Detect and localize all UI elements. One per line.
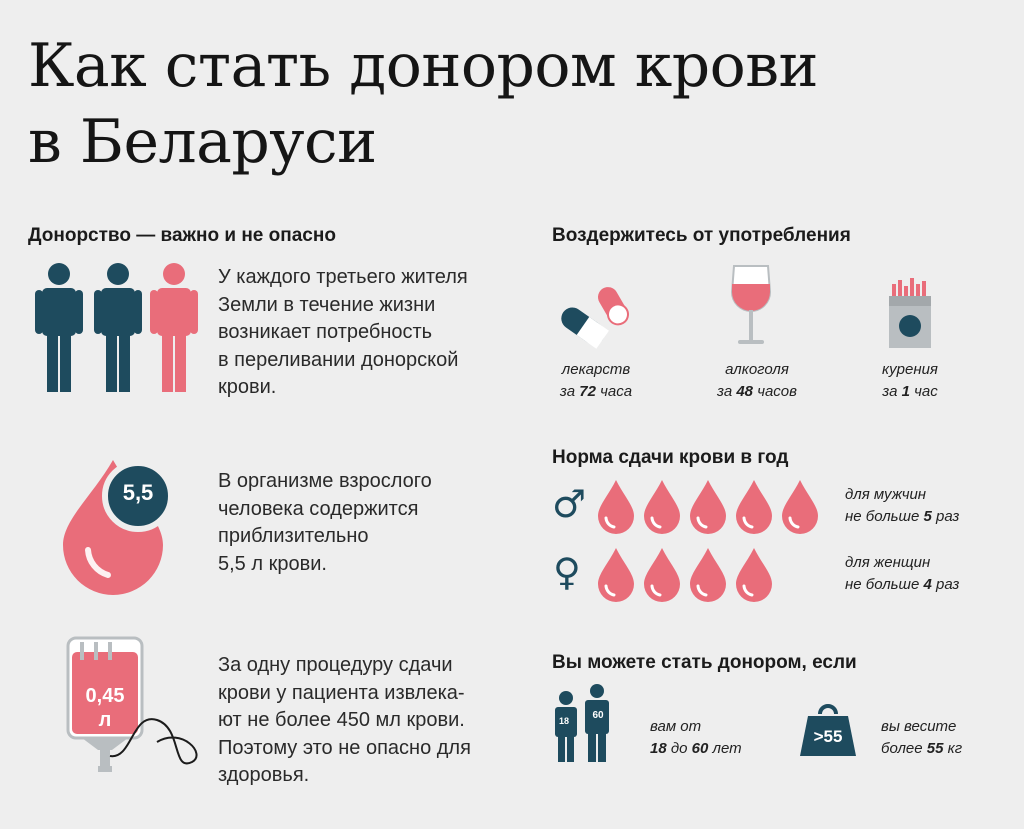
limit-post: раз [931,508,960,525]
drops-women [596,546,826,606]
can-heading: Вы можете стать донором, если [552,652,857,673]
abstain-term [862,381,958,403]
norm-line: для мужчин [845,486,927,503]
blood-drop-icon [690,480,726,534]
text-line: возникает потребность [218,321,433,343]
text-line: За одну процедуру сдачи [218,654,453,676]
block2-text [218,468,432,578]
text-line: крови у пациента извлека- [218,681,465,704]
pills-icon [556,282,636,352]
term-value: 48 [736,383,754,400]
drops-men [596,478,826,538]
age-mid: до [666,740,692,757]
text-line: Поэтому это не опасно для [218,736,471,759]
text-line: в переливании донорской [218,348,459,371]
blood-drop-icon [644,548,680,602]
abstain-heading: Воздержитесь от употребления [552,225,851,246]
age-max: 60 [691,740,709,757]
term-pre: за [717,383,737,400]
blood-drop-icon [644,480,680,534]
term-pre: за [559,383,580,400]
people-icon [34,262,204,397]
abstain-line: курения [882,361,938,378]
blood-drop-icon [736,548,772,602]
abstain-term [548,381,644,403]
drop-badge: 5,5 [122,480,154,505]
limit-pre: не больше [845,576,924,593]
blood-drop-icon [58,450,198,590]
text-line: крови. [218,376,277,398]
limit-value: 5 [923,508,932,525]
text-line: ют не более 450 мл крови. [218,709,465,731]
term-post: часов [753,383,797,400]
limit-pre: не больше [845,508,924,525]
bag-label [72,684,138,732]
bag-value: 0,45 [85,685,125,707]
norm-line: для женщин [845,554,931,571]
blood-drop-icon [690,548,726,602]
male-symbol-icon: ♂ [552,482,587,526]
weight-pre: более [881,740,927,757]
female-symbol-icon: ♀ [553,550,581,594]
age-post: лет [708,740,742,757]
text-line: У каждого третьего жителя [218,266,468,288]
text-line: Земли в течение жизни [218,293,436,316]
bag-unit: л [98,709,112,731]
title-line-2: в Беларуси [28,107,377,177]
term-post: час [909,383,938,400]
abstain-smoking-label [862,359,958,403]
age-line: вам от [650,718,702,735]
can-age-label [650,716,742,760]
age-badge-18: 18 [558,716,569,726]
weight-value: 55 [926,740,944,757]
abstain-alcohol-label [704,359,810,403]
page-title [28,28,928,180]
text-line: приблизительно [218,525,369,547]
abstain-line: алкоголя [725,361,789,378]
age-min: 18 [650,740,667,757]
text-line: 5,5 л крови. [218,552,327,575]
can-weight-label [881,716,962,760]
cigarettes-icon [886,278,936,350]
blood-drop-icon [598,480,634,534]
text-line: В организме взрослого [218,470,432,492]
norm-men-label [845,484,959,528]
weight-line: вы весите [881,718,957,735]
term-post: часа [595,383,633,400]
norm-women-label [845,552,959,596]
abstain-line: лекарств [561,361,631,378]
abstain-term [704,381,810,403]
weight-post: кг [943,740,963,757]
blood-drop-icon [782,480,818,534]
blood-drop-icon [598,548,634,602]
block3-text [218,652,471,790]
age-range [650,738,742,760]
norm-heading: Норма сдачи крови в год [552,447,789,468]
term-value: 72 [579,383,596,400]
norm-limit [845,574,959,596]
blood-drop-icon [736,480,772,534]
age-badge-60: 60 [592,710,604,721]
title-line-1: Как стать донором крови [28,31,819,101]
norm-limit [845,506,959,528]
weight-limit [881,738,962,760]
wine-glass-icon [726,262,776,352]
text-line: человека содержится [218,497,419,520]
weight-label: >55 [813,727,843,746]
text-line: здоровья. [218,764,310,786]
block1-text [218,264,468,402]
term-value: 1 [901,383,910,400]
limit-post: раз [931,576,960,593]
limit-value: 4 [923,576,932,593]
left-heading: Донорство — важно и не опасно [28,225,336,246]
term-pre: за [882,383,902,400]
abstain-pills-label [548,359,644,403]
